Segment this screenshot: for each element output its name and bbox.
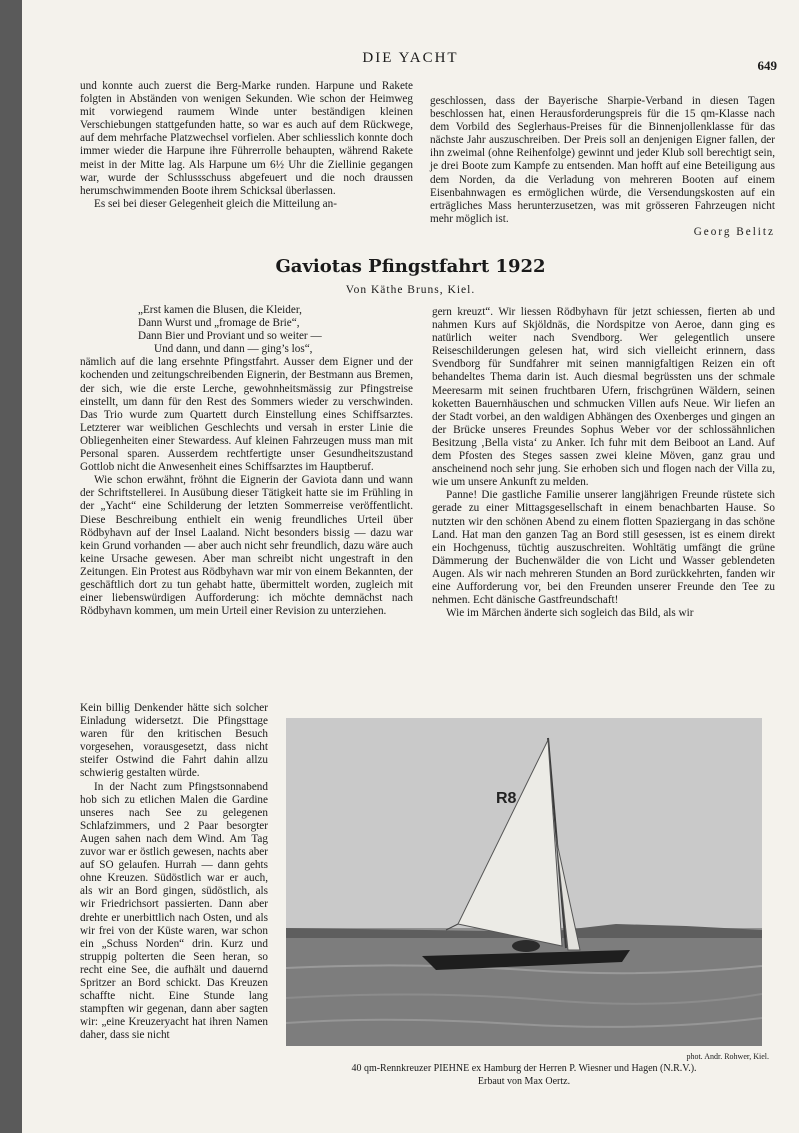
article-title: Gaviotas Pfingstfahrt 1922: [275, 256, 546, 277]
paragraph: Kein billig Denkender hätte sich solcher Einladung widersetzt. Die Pfingsttage waren für den kritischen Besuch vorgesehen, vorausgesetzt, dass nicht steifer Ostwind die Fahrt dahin allzu schwierig gestalten würde.: [80, 702, 268, 780]
top-right-column: [430, 95, 775, 239]
paragraph: In der Nacht zum Pfingstsonnabend hob sich zu etlichen Malen die Gardine unseres nach See zu gelegenen Schlafzimmers, und 2 Paar besorgter Augen sahen nach dem Wind. Am Tag zuvor war er östlich gewesen, nachts aber auf SO gelaufen. Hurrah — dann gehts ohne Kreuzen. Südöstlich war er auch, als wir an Bord gingen, südöstlich, als wir Friedrichsort passierten. Dann aber drehte er unerbittlich nach Osten, und als wir frei von der Küste waren, war schon ein „Schuss Norden“ drin. Kurz und struppig polterten die Seen heran, so recht eine See, die aufhält und dauernd Spritzer an Bord schickt. Das Kreuzen schaffte nicht. Eine Stunde lang stampften wir gegenan, dann aber sagten wir: „eine Kreuzeryacht hat ihren Namen daher, dass sie nicht: [80, 780, 268, 1042]
sail-number: R8: [496, 790, 517, 807]
paragraph: Wie schon erwähnt, fröhnt die Eignerin der Gaviota dann und wann der Schriftstellerei. In Ausübung dieser Tätigkeit hatte sie im Frühling in der „Yacht“ eine Schilderung der letzten Sommerreise veröffentlicht. Diese Beschreibung enthielt ein wenig freundliches Urteil über Rödbyhavn auf der Insel Laaland. Nicht besonders bissig — dazu war kein Grund vorhanden — aber auch nicht sehr freundlich, dazu wäre auch keine Ursache gewesen. Aber man schreibt nicht ungestraft in den Zeitungen. Ein Protest aus Rödbyhavn war mir von einem Bekannten, der geschäftlich dort zu tun gehabt hatte, übermittelt worden, zugleich mit einer liebenswürdigen Aufforderung: ich möchte demnächst nach Rödbyhavn kommen, um mein Urteil einer Revision zu unterziehen.: [80, 474, 413, 618]
article-right-column: [432, 306, 775, 620]
caption-line: 40 qm-Rennkreuzer PIEHNE ex Hamburg der Herren P. Wiesner und Hagen (N.R.V.).: [351, 1063, 697, 1074]
spacer: [237, 84, 277, 85]
caption-line: Erbaut von Max Oertz.: [477, 1076, 571, 1087]
verse-line: Und dann, und dann — ging’s los“,: [154, 343, 313, 356]
verse-line: Dann Wurst und „fromage de Brie“,: [138, 317, 300, 330]
paragraph: und konnte auch zuerst die Berg-Marke runden. Harpune und Rakete folgten in Abständen von wenigen Sekunden. Wie schon der Heimweg mit vorwiegend raumem Winde unter beständigen kleinen Verschiebungen stattgefunden hatte, so war es auch auf dem Rückwege, auf dem mehrfache Platzwechsel vorfielen. Aber schliesslich konnte doch immer wieder die Harpune ihre Führerrolle behaupten, während Rakete meist in der Mitte lag. Als Harpune um 6½ Uhr die Ziellinie gegangen war, wurde der Schlussschuss abgefeuert und die noch draussen herumschwimmenden Boote ihrem Schicksal überlassen.: [80, 80, 413, 197]
verse: [138, 304, 413, 356]
paragraph: Wie im Märchen änderte sich sogleich das Bild, als wir: [446, 607, 694, 620]
paragraph: Panne! Die gastliche Familie unserer langjährigen Freunde rüstete sich gerade zu einer Mittagsgesellschaft in einem benachbarten Hause. So nutzten wir den schönen Abend zu einem flotten Spaziergang in das schöne Land. Hat man den ganzen Tag an Bord still gesessen, ist es einem direkt ein Hochgenuss, tüchtig auszuschreiten. Wohltätig umfängt die grüne Dämmerung der Buchenwälder die von Licht und Wasser geblendeten Augen. Als wir nach mehreren Stunden an Bord zurückkehrten, fanden wir eine Aufforderung vor, bei den Freunden unserer Freunde den Tee zu nehmen. Echt dänische Gastfreundschaft!: [432, 489, 775, 607]
photo-credit: phot. Andr. Rohwer, Kiel.: [686, 1052, 769, 1061]
sailboat-photo: [286, 718, 762, 1046]
paragraph: gern kreuzt“. Wir liessen Rödbyhavn für jetzt schiessen, fierten ab und nahmen Kurs auf Skjöldnäs, die Nordspitze von Aeroe, dann ging es natürlich weiter nach Svendborg. Wer gelegentlich unsere Reiseschilderungen gelesen hat, wird sich vielleicht erinnern, dass Svendborg für Sundfahrer mit seinen mannigfaltigen Reizen ein oft behandeltes Thema darin ist. Auch diesmal begrüssten uns der schmale Meeresarm mit seinen fruchtbaren Ufern, frischgrünen Wäldern, seinen koketten Bauernhäuschen und schmucken Villen aufs Neue. Wir liefen an der Stadt vorbei, an den waldigen Abhängen des Oxenberges und gingen an der Brücke unseres Freundes Sophus Weber vor der schlossähnlichen Besitzung ‚Bella vista‘ zu Anker. Ich fuhr mit dem Beiboot an Land. Auf dem Pfosten des Steges sassen zwei kleine Möven, ganz grau und anscheinend noch sehr jung. Sie erhoben sich und flogen nach der Villa zu, wie um unsere Ankunft zu melden.: [432, 306, 775, 489]
page: [22, 0, 799, 1133]
photo-caption: [286, 1062, 762, 1088]
article-left-column: [80, 304, 413, 618]
article-narrow-column: [80, 702, 268, 1042]
page-number: 649: [757, 58, 777, 73]
verse-line: Dann Bier und Proviant und so weiter —: [138, 330, 322, 343]
verse-line: „Erst kamen die Blusen, die Kleider,: [138, 304, 302, 316]
article-byline: Von Käthe Bruns, Kiel.: [345, 284, 476, 296]
signature: Georg Belitz: [693, 225, 775, 238]
running-header: DIE YACHT: [362, 50, 459, 66]
top-left-column: [80, 80, 413, 211]
sailboat-illustration: [286, 718, 762, 1046]
paragraph: nämlich auf die lang ersehnte Pfingstfahrt. Ausser dem Eigner und der kochenden und zeitungschreibenden Eignerin, der Bestmann aus Bremen, der sich, wie die erste Lerche, gewohnheitsmässig zur Pfingstreise einstellt, um dann für den Rest des Sommers wieder zu verschwinden. Das Trio wurde zum Quartett durch Einstellung eines Schiffsarztes. Letzterer war weiblichen Geschlechts und versah in erster Linie die Obliegenheiten einer Stewardess. Auf kleinen Fahrzeugen muss man mit Personal sparen. Ausserdem rechtfertigte unser Gesundheitszustand Gottlob nicht die Anwesenheit eines Schiffsarztes im Hauptberuf.: [80, 356, 413, 474]
paragraph: Es sei bei dieser Gelegenheit gleich die Mitteilung an-: [94, 197, 337, 210]
paragraph: geschlossen, dass der Bayerische Sharpie-Verband in diesen Tagen beschlossen hat, einen Herausforderungspreis für die 15 qm-Klasse nach dem Vorbild des Seglerhaus-Preises für die Binnenjollenklasse für das nächste Jahr auszuschreiben. Der Preis soll an denjenigen Eigner fallen, der ihn zweimal (ohne Reihenfolge) gewinnt und jeder Klub soll berechtigt sein, je drei Boote zum Kampfe zu entsenden. Man hofft auf eine Beteiligung aus dem Norden, da die Verladung von mehreren Booten auf einem Eisenbahnwagen es ermöglichen würde, die Versendungskosten auf ein erträgliches Mass herunterzusetzen, was mit grösseren Fahrzeugen nicht mehr möglich ist.: [430, 95, 775, 225]
